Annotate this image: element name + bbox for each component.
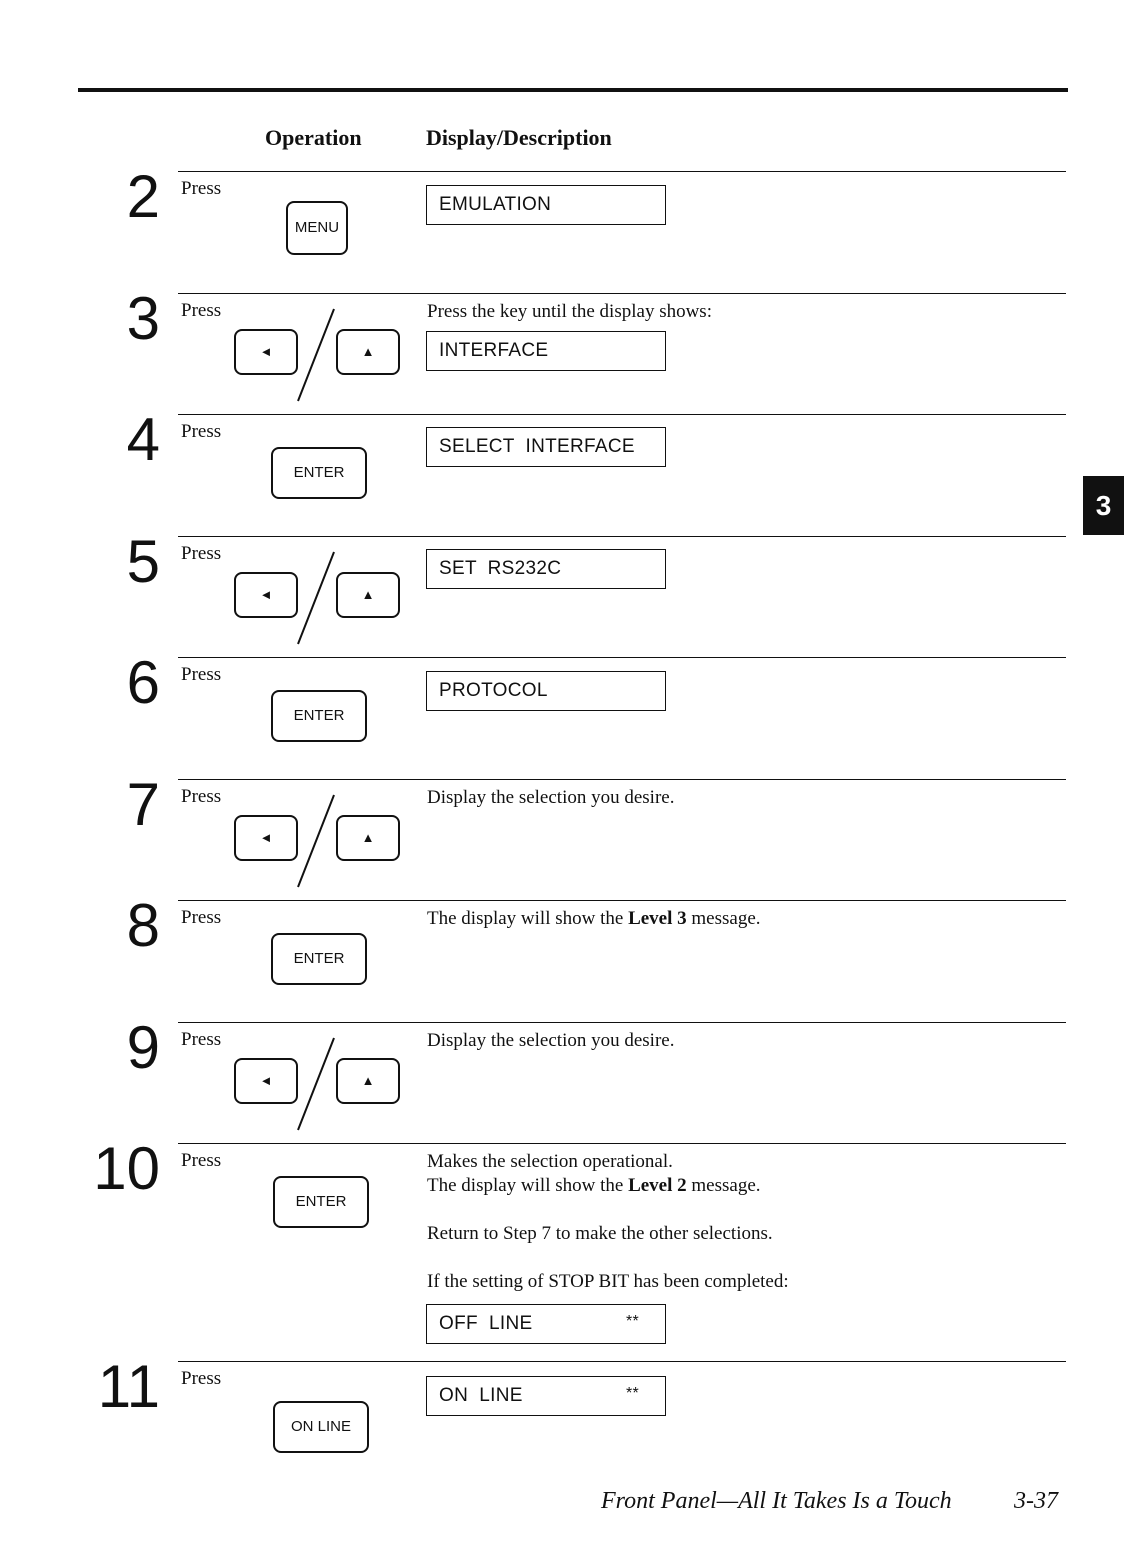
desc-text: The display will show the (427, 1175, 629, 1196)
step-number: 11 (97, 1353, 160, 1420)
step-description-4: If the setting of STOP BIT has been completed: (427, 1271, 789, 1292)
press-label: Press (181, 907, 222, 928)
step-rule (178, 900, 1066, 901)
step-description: Press the key until the display shows: (427, 301, 712, 322)
up-arrow-key[interactable]: ▲ (336, 329, 400, 375)
lcd-display: SELECT INTERFACE (426, 427, 666, 467)
step-rule (178, 293, 1066, 294)
lcd-text: OFF LINE (439, 1313, 533, 1334)
step-rule (178, 171, 1066, 172)
step-rule (178, 1022, 1066, 1023)
level-label: Level 3 (628, 908, 687, 929)
press-label: Press (181, 1368, 222, 1389)
step-rule (178, 536, 1066, 537)
step-number: 2 (126, 163, 160, 230)
online-key[interactable]: ON LINE (273, 1401, 369, 1453)
up-arrow-key[interactable]: ▲ (336, 1058, 400, 1104)
step-rule (178, 657, 1066, 658)
step-number: 4 (126, 406, 160, 473)
step-rule (178, 1361, 1066, 1362)
level-label: Level 2 (628, 1175, 687, 1196)
enter-key[interactable]: ENTER (271, 690, 367, 742)
step-rule (178, 414, 1066, 415)
display-description-header: Display/Description (426, 125, 612, 150)
desc-text: message. (686, 908, 761, 929)
slash-separator (294, 550, 338, 646)
lcd-stars: ** (625, 1385, 639, 1402)
lcd-display (426, 1376, 666, 1416)
menu-key[interactable]: MENU (286, 201, 348, 255)
step-description-2 (427, 1174, 761, 1198)
press-label: Press (181, 543, 222, 564)
step-rule (178, 779, 1066, 780)
page-number: 3-37 (1014, 1488, 1058, 1514)
desc-text: message. (686, 1175, 761, 1196)
chapter-tab: 3 (1083, 476, 1124, 535)
left-arrow-key[interactable]: ◄ (234, 815, 298, 861)
slash-separator (294, 1036, 338, 1132)
step-number: 5 (126, 528, 160, 595)
top-rule (78, 88, 1068, 92)
step-description (427, 907, 761, 931)
press-label: Press (181, 664, 222, 685)
up-arrow-key[interactable]: ▲ (336, 815, 400, 861)
step-number: 10 (93, 1135, 160, 1202)
press-label: Press (181, 786, 222, 807)
lcd-display: INTERFACE (426, 331, 666, 371)
lcd-display: EMULATION (426, 185, 666, 225)
lcd-text: ON LINE (439, 1385, 523, 1406)
press-label: Press (181, 178, 222, 199)
step-number: 6 (126, 649, 160, 716)
press-label: Press (181, 1029, 222, 1050)
enter-key[interactable]: ENTER (271, 933, 367, 985)
left-arrow-key[interactable]: ◄ (234, 1058, 298, 1104)
press-label: Press (181, 421, 222, 442)
up-arrow-key[interactable]: ▲ (336, 572, 400, 618)
step-description-1: Makes the selection operational. (427, 1151, 673, 1172)
lcd-stars: ** (625, 1313, 639, 1330)
footer-title: Front Panel—All It Takes Is a Touch (601, 1488, 952, 1514)
slash-separator (294, 307, 338, 403)
press-label: Press (181, 300, 222, 321)
step-rule (178, 1143, 1066, 1144)
step-number: 7 (126, 771, 160, 838)
enter-key[interactable]: ENTER (271, 447, 367, 499)
slash-separator (294, 793, 338, 889)
lcd-display: SET RS232C (426, 549, 666, 589)
operation-header: Operation (265, 125, 362, 150)
enter-key[interactable]: ENTER (273, 1176, 369, 1228)
step-number: 8 (126, 892, 160, 959)
step-description-3: Return to Step 7 to make the other selections. (427, 1223, 773, 1244)
left-arrow-key[interactable]: ◄ (234, 329, 298, 375)
step-number: 9 (126, 1014, 160, 1081)
step-number: 3 (126, 285, 160, 352)
press-label: Press (181, 1150, 222, 1171)
step-description: Display the selection you desire. (427, 787, 675, 808)
step-description: Display the selection you desire. (427, 1030, 675, 1051)
desc-text: The display will show the (427, 908, 629, 929)
lcd-display: PROTOCOL (426, 671, 666, 711)
left-arrow-key[interactable]: ◄ (234, 572, 298, 618)
lcd-display (426, 1304, 666, 1344)
